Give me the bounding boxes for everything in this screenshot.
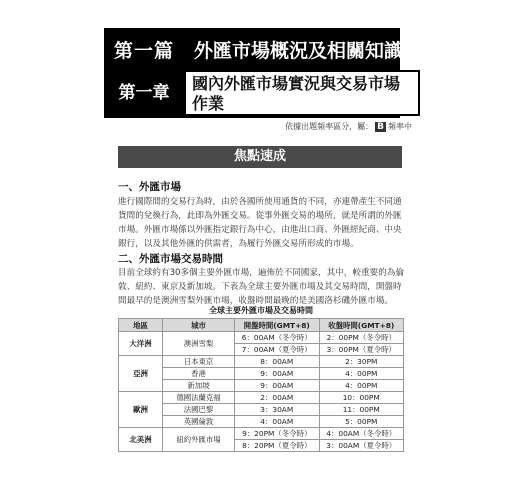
close-cell: 2：00PM（冬令時） [319, 332, 404, 344]
close-cell: 11：00PM [319, 404, 404, 416]
open-cell: 6：00AM（冬令時） [235, 332, 320, 344]
city-cell: 英國倫敦 [163, 416, 235, 428]
forex-hours-table [118, 318, 404, 452]
chapter-title: 國內外匯市場實況與交易市場作業 [184, 70, 420, 116]
open-cell: 3：30AM [235, 404, 320, 416]
region-cell: 大洋洲 [119, 332, 163, 356]
part-title: 外匯市場概況及相關知識 [194, 39, 404, 62]
open-cell: 4：00AM [235, 416, 320, 428]
focus-section-title: 焦點速成 [118, 146, 402, 168]
close-cell: 4：00AM（冬令時） [319, 428, 404, 440]
header-open: 開盤時間(GMT+8) [235, 319, 320, 332]
city-cell: 日本東京 [163, 356, 235, 368]
frequency-text: 依據出題頻率區分，屬： [285, 122, 374, 131]
city-cell: 香港 [163, 368, 235, 380]
table-header-row [119, 319, 404, 332]
close-cell: 3：00PM（夏令時） [319, 344, 404, 356]
open-cell: 9：20PM（冬令時） [235, 428, 320, 440]
table-caption: 全球主要外匯市場及交易時間 [209, 306, 313, 315]
section2-body: 目前全球約有30多個主要外匯市場，遍佈於不同國家，其中，較重要的為倫敦、紐約、東京及新加坡。下表為全球主要外匯市場及其交易時間，開盤時間最早的是澳洲雪梨外匯市場，收盤時間最晚的是美國洛杉磯外匯市場。 [118, 268, 404, 306]
open-cell: 8：20PM（夏令時） [235, 440, 320, 452]
open-cell: 7：00AM（夏令時） [235, 344, 320, 356]
part-heading [104, 28, 403, 70]
table-row [119, 428, 404, 440]
header-city: 城市 [163, 319, 235, 332]
city-cell: 紐約外匯市場 [163, 428, 235, 452]
header-region: 地區 [119, 319, 163, 332]
chapter-label: 第一章 [118, 83, 170, 103]
close-cell: 3：00AM（夏令時） [319, 440, 404, 452]
city-cell: 法國巴黎 [163, 404, 235, 416]
frequency-note [285, 121, 412, 132]
open-cell: 8：00AM [235, 356, 320, 368]
table-row [119, 392, 404, 404]
part-label: 第一篇 [113, 39, 174, 62]
close-cell: 4：00PM [319, 380, 404, 392]
region-cell: 亞洲 [119, 356, 163, 392]
region-cell: 北美洲 [119, 428, 163, 452]
close-cell: 5：00PM [319, 416, 404, 428]
open-cell: 9：00AM [235, 368, 320, 380]
section2-title: 二、外匯市場交易時間 [118, 253, 223, 265]
header-close: 收盤時間(GMT+8) [319, 319, 404, 332]
close-cell: 10：00PM [319, 392, 404, 404]
table-row [119, 332, 404, 344]
close-cell: 4：00PM [319, 368, 404, 380]
table-row [119, 356, 404, 368]
region-cell: 歐洲 [119, 392, 163, 428]
city-cell: 澳洲雪梨 [163, 332, 235, 356]
open-cell: 2：00AM [235, 392, 320, 404]
frequency-grade-badge: B [377, 121, 384, 132]
close-cell: 2：30PM [319, 356, 404, 368]
city-cell: 德國法蘭克福 [163, 392, 235, 404]
open-cell: 9：00AM [235, 380, 320, 392]
frequency-suffix: 頻率中 [388, 122, 412, 131]
section1-title: 一、外匯市場 [118, 181, 181, 193]
city-cell: 新加坡 [163, 380, 235, 392]
section1-body: 進行國際間的交易行為時，由於各國所使用通貨的不同，亦連帶產生不同通貨間的兌換行為，此即為外匯交易。從事外匯交易的場所，就是所謂的外匯市場。外匯市場係以外匯指定銀行為中心，由進出口商、外匯經紀商、中央銀行，以及其他外匯的供需者，為履行外匯交易所形成的市場。 [118, 197, 402, 249]
